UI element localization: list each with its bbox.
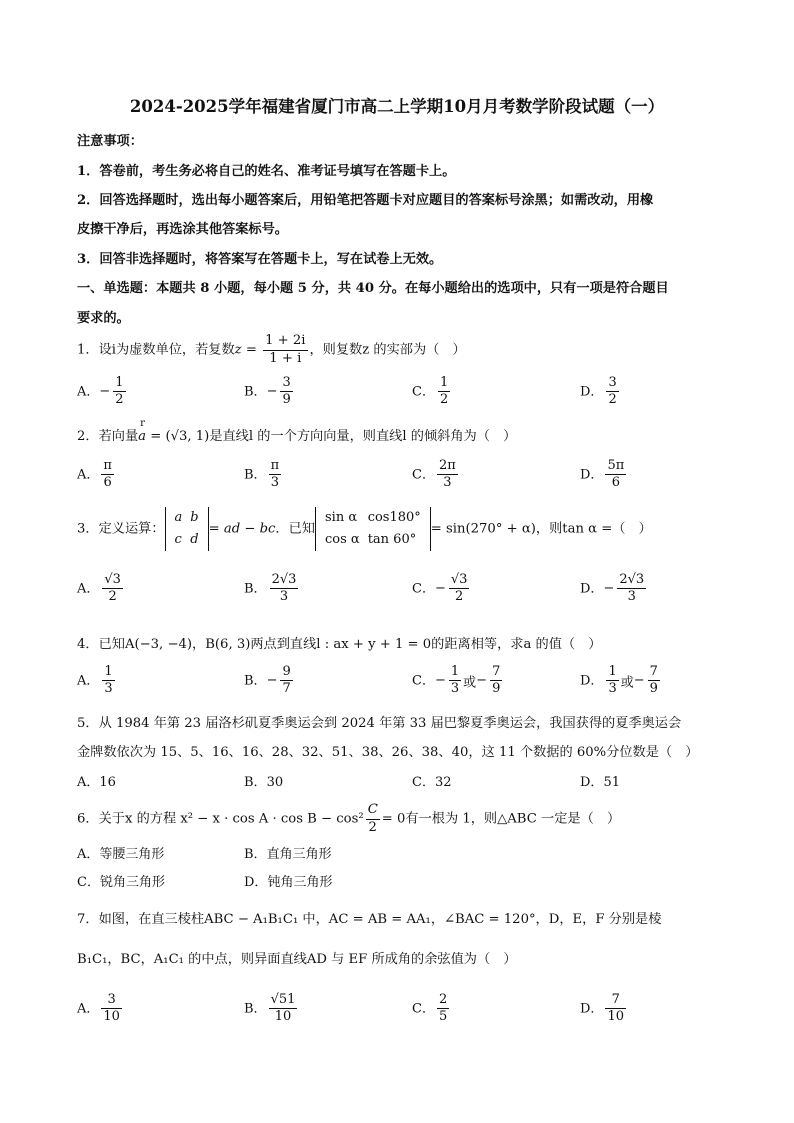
option-denominator: 2 [455,589,464,605]
option-fraction [617,572,646,606]
question-1 [77,333,466,367]
option-denominator: 2 [608,392,617,408]
option-label: D． [580,673,604,689]
option-fraction [606,664,618,698]
option-fraction [270,572,299,606]
option-label: C． [412,384,435,400]
option-or: 或 [620,675,634,691]
vector-arrow-icon: r [140,418,145,429]
option-label: B． [244,775,267,790]
question-7-line-2: B₁C₁，BC，A₁C₁ 的中点，则异面直线AD 与 EF 所成角的余弦值为（ ） [77,952,517,967]
option-text: 直角三角形 [266,847,332,862]
q6-option-b[interactable] [244,843,332,862]
q5-option-c[interactable] [412,771,452,790]
q6-option-c[interactable] [77,871,165,890]
option-text: 锐角三角形 [99,875,165,890]
option-sign: − [266,673,278,689]
option-numerator: √3 [102,572,123,589]
option-numerator: 9 [280,664,292,681]
option-label: A． [77,467,100,483]
option-numerator: 1 [113,375,125,392]
option-label: D． [580,384,604,400]
question-6 [77,802,620,836]
option-numerator: 5π [605,458,626,475]
q6-option-d[interactable] [244,871,332,890]
q1-option-c[interactable] [412,375,452,409]
option-or: 或 [463,675,477,691]
q3-option-c[interactable] [412,572,471,606]
option-fraction [438,375,450,409]
option-denominator: 3 [270,475,279,491]
q7-option-c[interactable] [412,992,451,1026]
question-7-line-1: 7．如图，在直三棱柱ABC − A₁B₁C₁ 中，AC = AB = AA₁，∠BAC = 120°，D，E，F 分别是棱 [77,912,662,927]
option-sign: − [633,673,645,689]
q6-numerator: C [366,802,380,820]
option-text: 16 [99,775,116,790]
option-denominator: 3 [627,589,636,605]
option-denominator: 6 [103,475,112,491]
option-sign: − [434,581,446,597]
option-numerator: 1 [102,664,114,681]
q2-option-d[interactable] [580,458,628,492]
q5-option-b[interactable] [244,771,283,790]
option-label: D． [580,1001,604,1017]
q3-prefix: 3．定义运算： [77,521,165,537]
question-3 [77,507,652,551]
option-label: B． [244,384,267,400]
option-denominator: 9 [492,681,501,697]
q5-option-d[interactable] [580,771,620,790]
option-denominator: 9 [282,392,291,408]
option-text: 30 [266,775,284,790]
option-denominator: 10 [103,1009,120,1025]
q4-option-a[interactable] [77,664,117,698]
option-text: 等腰三角形 [99,847,165,862]
option-label: B． [244,847,267,862]
q3-suffix: ，则tan α =（ ） [535,521,652,537]
q1-option-b[interactable] [244,375,295,409]
option-denominator: 10 [607,1009,624,1025]
option-label: B． [244,467,267,483]
q6-option-a[interactable] [77,843,164,862]
q1-numerator: 1 + 2i [263,333,307,351]
option-numerator: π [269,458,282,475]
q1-option-a[interactable] [77,375,128,409]
option-numerator: 7 [490,664,502,681]
option-sign: − [434,673,446,689]
option-denominator: 2 [439,392,449,408]
option-numerator: 3 [280,375,292,392]
q3-mid: ．已知 [275,521,315,537]
page-title: 2024-2025学年福建省厦门市高二上学期10月月考数学阶段试题（一） [129,97,665,116]
q1-eq: = [241,342,262,358]
q7-option-a[interactable] [77,992,124,1026]
option-numerator: 7 [605,992,626,1009]
q2-option-b[interactable] [244,458,283,492]
section-header-line-1: 一、单选题：本题共 8 小题，每小题 5 分，共 40 分。在每小题给出的选项中，只有一项是符合题目 [77,281,669,296]
option-numerator: 2π [437,458,458,475]
q3-definition-determinant [165,507,209,551]
question-5-line-2: 金牌数依次为 15、5、16、16、28、32、51、38、26、38、40，这 11 个数据的 60%分位数是（ ） [77,745,699,760]
option-numerator: 1 [449,664,461,681]
q2-option-a[interactable] [77,458,116,492]
option-numerator: 2√3 [270,572,299,589]
option-fraction [605,992,626,1026]
det-cell: c [174,532,182,547]
option-fraction [269,992,298,1026]
option-label: B． [244,1001,267,1017]
section-header-line-2: 要求的。 [77,311,130,326]
option-label: B． [244,581,267,597]
option-label: C． [412,1001,435,1017]
option-numerator: √51 [269,992,298,1009]
q2-suffix: 是直线l 的一个方向向量，则直线l 的倾斜角为（ ） [209,429,517,444]
q4-option-c[interactable] [412,664,504,698]
option-fraction [437,992,449,1026]
option-fraction [280,375,292,409]
option-denominator: 5 [438,1009,448,1025]
option-denominator: 9 [649,681,658,697]
q6-fraction [366,802,380,836]
q2-vector [138,418,147,444]
note-2-line-2: 皮擦干净后，再选涂其他答案标号。 [77,222,288,237]
option-text: 钝角三角形 [267,875,333,890]
det-cell: tan 60° [367,532,417,547]
q3-given-determinant [315,507,431,551]
q2-prefix: 2．若向量 [77,429,139,444]
q1-suffix: ，则复数z 的实部为（ ） [309,342,466,358]
q1-fraction [263,333,307,367]
option-fraction [102,572,123,606]
option-numerator: 1 [606,664,618,681]
det-cell: a [174,510,183,525]
option-label: A． [77,775,100,790]
option-fraction [490,664,502,698]
option-fraction [269,458,282,492]
option-sign: − [99,384,111,400]
option-numerator: 3 [101,992,122,1009]
option-label: C． [77,875,100,890]
q3-option-b[interactable] [244,572,300,606]
option-numerator: 2√3 [617,572,646,589]
q3-equation: = sin(270° + α) [430,521,536,537]
option-text: 32 [434,775,452,790]
option-fraction [280,664,292,698]
option-fraction [113,375,125,409]
option-fraction [437,458,458,492]
option-fraction [606,375,618,409]
option-label: D． [580,581,604,597]
option-denominator: 3 [104,681,113,697]
note-2-line-1: 2．回答选择题时，选出每小题答案后，用铅笔把答题卡对应题目的答案标号涂黑；如需改动，用橡 [77,193,654,208]
option-label: A． [77,1001,100,1017]
q7-option-d[interactable] [580,992,628,1026]
option-denominator: 3 [450,681,460,697]
q2-option-c[interactable] [412,458,460,492]
option-numerator: √3 [449,572,470,589]
option-numerator: 2 [437,992,449,1009]
option-fraction [449,572,470,606]
option-sign: − [476,673,488,689]
option-denominator: 3 [443,475,452,491]
question-5-line-1: 5．从 1984 年第 23 届洛杉矶夏季奥运会到 2024 年第 33 届巴黎夏季奥运会，我国获得的夏季奥运会 [77,716,682,731]
option-denominator: 10 [274,1009,292,1025]
det-cell: cos α [324,532,360,547]
option-text: 51 [603,775,620,790]
option-denominator: 2 [108,589,117,605]
q1-option-d[interactable] [580,375,621,409]
option-numerator: 1 [438,375,450,392]
notes-header: 注意事项： [77,134,143,149]
option-label: C． [412,467,435,483]
q3-definition: = ad − bc [208,521,276,537]
option-fraction [605,458,626,492]
q5-option-a[interactable] [77,771,116,790]
option-denominator: 2 [115,392,124,408]
option-label: A． [77,384,100,400]
note-3: 3．回答非选择题时，将答案写在答题卡上，写在试卷上无效。 [77,252,443,267]
note-1: 1．答卷前，考生务必将自己的姓名、准考证号填写在答题卡上。 [77,164,456,179]
option-label: C． [412,775,435,790]
option-label: D． [244,875,268,890]
option-denominator: 3 [608,681,617,697]
q4-option-d[interactable] [580,664,662,698]
q1-denominator: 1 + i [269,350,302,366]
option-fraction [648,664,660,698]
option-fraction [101,992,122,1026]
det-cell: b [190,510,199,525]
q2-vector-value: = (√3, 1) [146,429,210,444]
option-fraction [101,458,114,492]
det-cell: d [190,532,199,547]
q3-option-d[interactable] [580,572,648,606]
option-denominator: 3 [279,589,289,605]
option-numerator: π [101,458,114,475]
det-cell: sin α [324,510,358,525]
question-2 [77,418,517,444]
q6-denominator: 2 [368,819,377,835]
q4-option-b[interactable] [244,664,295,698]
q6-suffix: = 0有一根为 1，则△ABC 一定是（ ） [381,811,621,827]
option-sign: − [603,581,615,597]
option-numerator: 3 [606,375,618,392]
option-sign: − [266,384,278,400]
option-fraction [102,664,114,698]
option-label: C． [412,581,435,597]
q1-prefix: 1．设i为虚数单位，若复数 [77,342,235,358]
q1-var: z [234,342,242,358]
option-label: D． [580,775,604,790]
option-label: A． [77,673,100,689]
option-label: A． [77,581,100,597]
option-numerator: 7 [648,664,660,681]
option-label: A． [77,847,100,862]
option-denominator: 7 [282,681,291,697]
option-label: D． [580,467,604,483]
q2-vector-letter: a [138,429,147,444]
q7-option-b[interactable] [244,992,299,1026]
option-label: B． [244,673,267,689]
det-cell: cos180° [367,510,421,525]
q3-option-a[interactable] [77,572,125,606]
option-denominator: 6 [611,475,620,491]
q6-prefix: 6．关于x 的方程 x² − x · cos A · cos B − cos² [77,811,364,827]
question-4: 4．已知A(−3, −4)，B(6, 3)两点到直线l : ax + y + 1 = 0的距离相等，求a 的值（ ） [77,637,602,652]
option-label: C． [412,673,435,689]
option-fraction [449,664,461,698]
